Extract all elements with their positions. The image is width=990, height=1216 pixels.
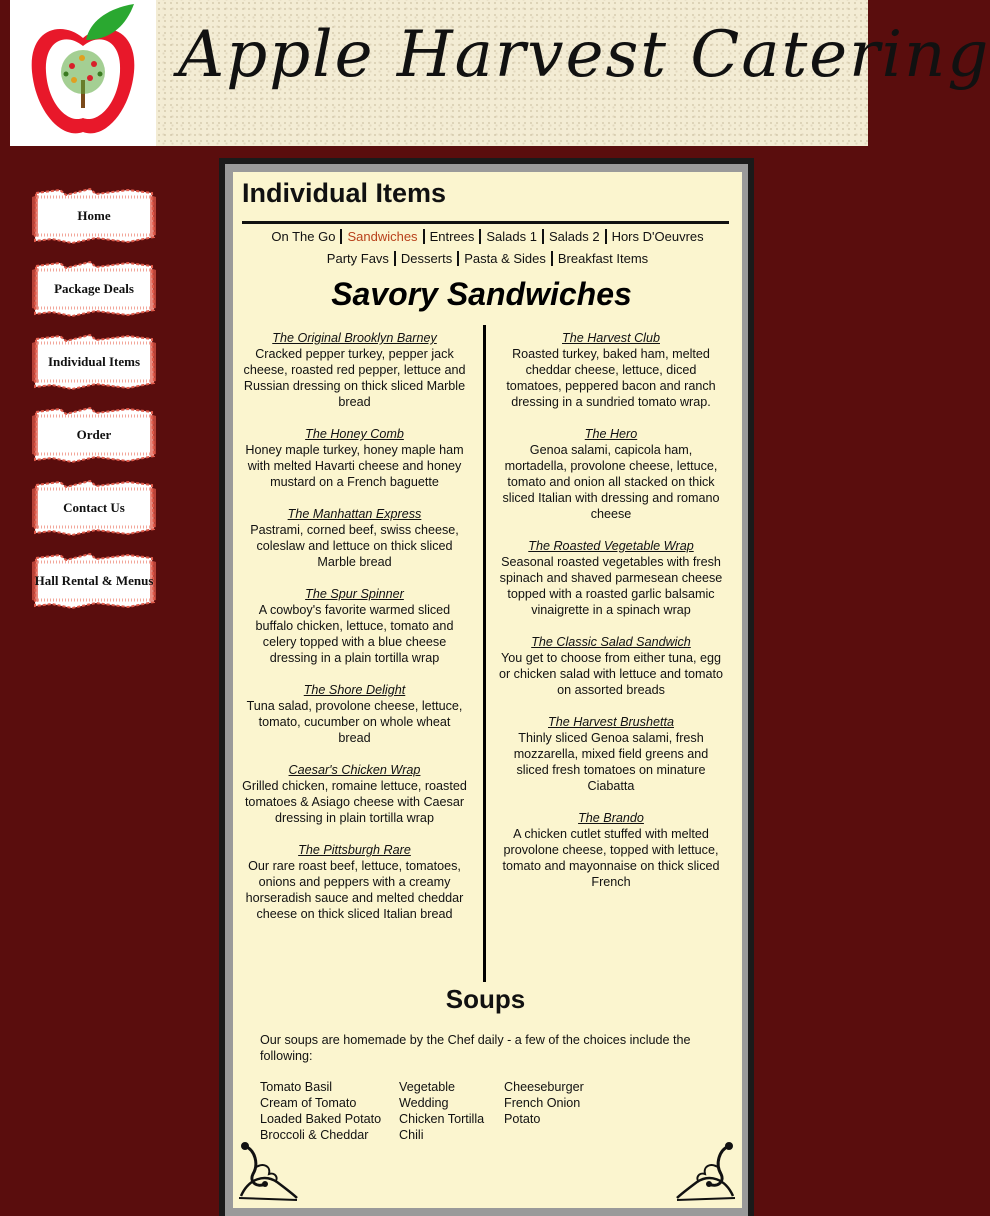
flourish-left-icon (235, 1138, 299, 1202)
menu-separator (423, 229, 425, 244)
menu-separator (394, 251, 396, 266)
menu-separator (479, 229, 481, 244)
flourish-right-icon (675, 1138, 739, 1202)
nav-label: Order (76, 427, 112, 442)
menu-item-title[interactable]: The Manhattan Express (287, 507, 422, 521)
soup-list-2 (399, 1079, 509, 1143)
menu-item-title[interactable]: The Harvest Club (562, 331, 660, 345)
menu-link-pasta-sides[interactable]: Pasta & Sides (464, 251, 546, 266)
menu-item-title[interactable]: The Pittsburgh Rare (298, 843, 411, 857)
nav-button-hall-rental-menus[interactable] (32, 552, 156, 610)
section-title: Savory Sandwiches (331, 276, 632, 312)
soup-list-1 (260, 1079, 400, 1143)
nav-label: Package Deals (54, 281, 134, 296)
soup-item: Tomato Basil (260, 1080, 333, 1094)
menu-item (497, 634, 725, 698)
menu-item-title[interactable]: The Brando (578, 811, 644, 825)
menu-link-desserts[interactable]: Desserts (400, 251, 453, 266)
menu-item (497, 426, 725, 522)
menu-item-description: Pastrami, corned beef, swiss cheese, coleslaw and lettuce on thick sliced Marble bread (250, 523, 459, 569)
page-title: Individual Items (242, 178, 447, 208)
menu-link-party-favs[interactable]: Party Favs (326, 251, 389, 266)
menu-item-title[interactable]: Caesar's Chicken Wrap (288, 763, 421, 777)
menu-item-title[interactable]: The Original Brooklyn Barney (272, 331, 437, 345)
menu-item-title[interactable]: The Classic Salad Sandwich (531, 635, 691, 649)
nav-button-contact-us[interactable] (32, 479, 156, 537)
menu-item-title[interactable]: The Shore Delight (303, 683, 406, 697)
menu-link-sandwiches[interactable]: Sandwiches (347, 229, 418, 244)
menu-item-description: Roasted turkey, baked ham, melted cheddar cheese, lettuce, diced tomatoes, peppered bacon and ranch dressing in a sundried tomato wrap. (506, 347, 716, 409)
apple-tree-icon (10, 0, 156, 146)
menu-item (497, 714, 725, 794)
nav-label: Individual Items (47, 354, 141, 369)
soup-item: Cream of Tomato (260, 1096, 357, 1110)
menu-item-description: A chicken cutlet stuffed with melted provolone cheese, topped with lettuce, tomato and mayonnaise on thick sliced French (502, 827, 720, 889)
column-divider (483, 325, 486, 982)
soup-item: Loaded Baked Potato (260, 1112, 382, 1126)
menu-item-title[interactable]: The Hero (584, 427, 638, 441)
logo[interactable] (10, 0, 156, 146)
content-panel (233, 172, 742, 1208)
menu-item (241, 426, 468, 490)
menu-item-title[interactable]: The Harvest Brushetta (548, 715, 674, 729)
menu-item-description: Seasonal roasted vegetables with fresh spinach and shaved parmesean cheese topped with a roasted garlic balsamic vinaigrette in a spinach wrap (499, 555, 723, 617)
menu-item-description: Thinly sliced Genoa salami, fresh mozzarella, mixed field greens and sliced fresh tomatoes on minature Ciabatta (513, 731, 709, 793)
category-menu-row-1 (233, 229, 742, 244)
menu-item-description: Genoa salami, capicola ham, mortadella, provolone cheese, lettuce, tomato and onion all stacked on thick sliced Italian with dressing and romano cheese (502, 443, 720, 521)
soup-item: Wedding (399, 1096, 449, 1110)
menu-item-description: Honey maple turkey, honey maple ham with melted Havarti cheese and honey mustard on a French baguette (245, 443, 464, 489)
menu-item-title[interactable]: The Honey Comb (305, 427, 404, 441)
menu-item (241, 842, 468, 922)
menu-item (241, 586, 468, 666)
site-title: Apple Harvest Catering (178, 18, 990, 92)
soup-item: Vegetable (399, 1080, 456, 1094)
menu-item-description: A cowboy's favorite warmed sliced buffalo chicken, lettuce, tomato and celery topped with a blue cheese dressing in a plain tortilla wrap (255, 603, 454, 665)
soup-list-3 (504, 1079, 614, 1127)
menu-separator (551, 251, 553, 266)
menu-item (241, 506, 468, 570)
menu-item-description: Cracked pepper turkey, pepper jack cheese, roasted red pepper, lettuce and Russian dressing on thick sliced Marble bread (243, 347, 466, 409)
banner (156, 0, 990, 146)
nav-button-individual-items[interactable] (32, 333, 156, 391)
menu-item-title[interactable]: The Roasted Vegetable Wrap (528, 539, 694, 553)
menu-separator (605, 229, 607, 244)
soup-item: Broccoli & Cheddar (260, 1128, 369, 1142)
menu-item (497, 538, 725, 618)
menu-separator (340, 229, 342, 244)
menu-link-on-the-go[interactable]: On The Go (271, 229, 336, 244)
menu-separator (457, 251, 459, 266)
menu-item-description: You get to choose from either tuna, egg or chicken salad with lettuce and tomato on assorted breads (498, 651, 723, 697)
menu-link-entrees[interactable]: Entrees (429, 229, 475, 244)
menu-separator (542, 229, 544, 244)
menu-item (241, 682, 468, 746)
menu-item (497, 810, 725, 890)
nav-button-order[interactable] (32, 406, 156, 464)
soups-title: Soups (445, 984, 526, 1014)
menu-item-description: Grilled chicken, romaine lettuce, roasted tomatoes & Asiago cheese with Caesar dressing in plain tortilla wrap (242, 779, 467, 825)
heading-divider (242, 221, 729, 224)
menu-link-breakfast-items[interactable]: Breakfast Items (557, 251, 649, 266)
nav-label: Hall Rental & Menus (34, 573, 154, 588)
nav-label: Contact Us (63, 500, 125, 515)
menu-link-salads-2[interactable]: Salads 2 (548, 229, 600, 244)
soups-intro: Our soups are homemade by the Chef daily - a few of the choices include the following: (260, 1033, 691, 1063)
site-header (10, 0, 990, 146)
nav-label: Home (77, 208, 111, 223)
menu-item (497, 330, 725, 410)
menu-item-description: Our rare roast beef, lettuce, tomatoes, onions and peppers with a creamy horseradish sauce and melted cheddar cheese on thick sliced Italian bread (245, 859, 464, 921)
menu-item-title[interactable]: The Spur Spinner (305, 587, 404, 601)
soup-item: Chili (399, 1128, 424, 1142)
soup-item: French Onion (504, 1096, 581, 1110)
soup-item: Cheeseburger (504, 1080, 584, 1094)
soup-item: Chicken Tortilla (399, 1112, 485, 1126)
category-menu-row-2 (233, 251, 742, 266)
nav-button-package-deals[interactable] (32, 260, 156, 318)
menu-item (241, 330, 468, 410)
menu-link-salads-1[interactable]: Salads 1 (486, 229, 537, 244)
nav-button-home[interactable] (32, 187, 156, 245)
menu-item (241, 762, 468, 826)
menu-item-description: Tuna salad, provolone cheese, lettuce, tomato, cucumber on whole wheat bread (246, 699, 463, 745)
sandwich-column-left (241, 330, 468, 938)
soup-item: Potato (504, 1112, 541, 1126)
menu-link-hors-d-oeuvres[interactable]: Hors D'Oeuvres (611, 229, 704, 244)
sandwich-column-right (497, 330, 725, 906)
